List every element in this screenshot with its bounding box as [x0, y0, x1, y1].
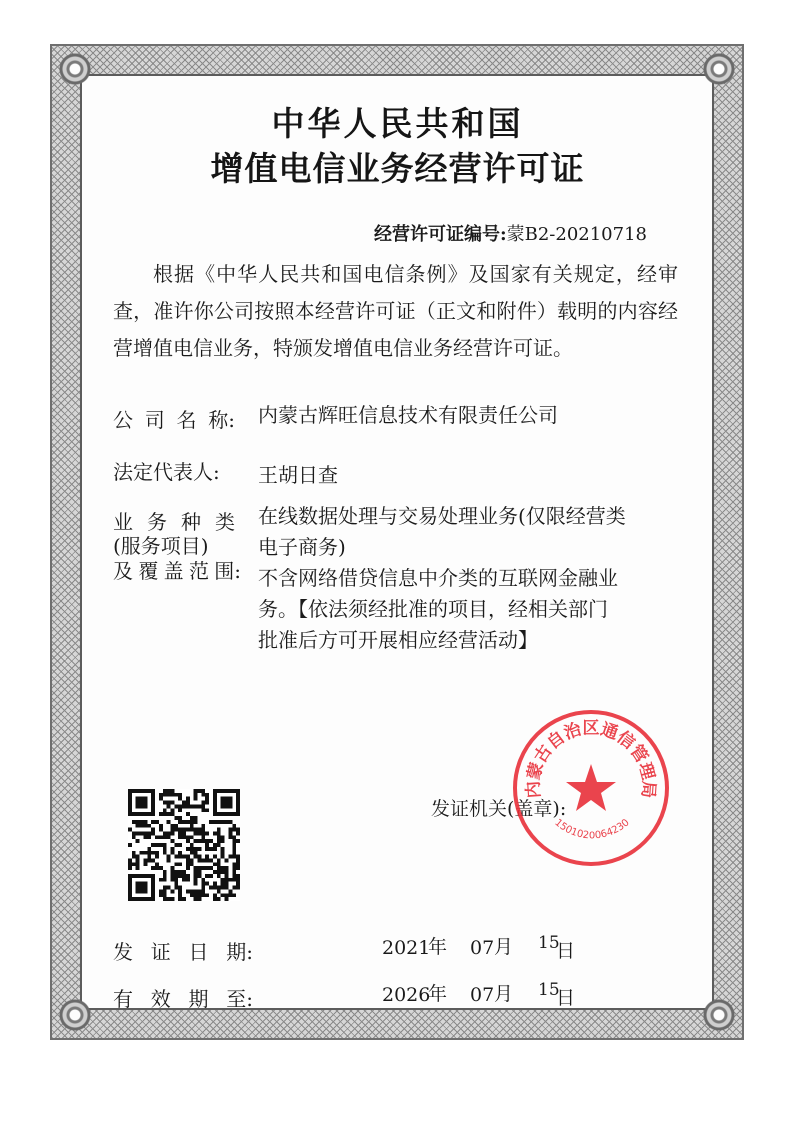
corner-ornament-icon	[58, 52, 92, 86]
valid-until-month-unit: 月	[494, 983, 514, 1005]
official-seal-stamp	[511, 708, 671, 868]
valid-until-month: 07	[470, 984, 495, 1006]
valid-until-year-unit: 年	[428, 983, 448, 1005]
license-number-line	[374, 220, 647, 246]
issue-date-month: 07	[470, 937, 495, 959]
representative-label: 法定代表人:	[113, 460, 220, 484]
business-scope-line: 电子商务)	[258, 535, 346, 559]
issue-date-label: 发 证 日 期:	[113, 940, 253, 964]
license-number-label: 经营许可证编号:	[373, 224, 507, 245]
valid-until-day: 15	[538, 980, 560, 1000]
business-scope-label-line3: 及 覆 盖 范 围:	[113, 559, 241, 583]
issue-date-day: 15	[538, 933, 560, 953]
business-scope-line: 在线数据处理与交易处理业务(仅限经营类	[258, 504, 626, 528]
license-number-value: 蒙B2-20210718	[506, 224, 647, 245]
valid-until-day-unit: 日	[556, 987, 576, 1009]
seal-star-icon	[566, 764, 616, 811]
title-license-type: 增值电信业务经营许可证	[210, 149, 585, 188]
business-scope-line: 批准后方可开展相应经营活动】	[258, 628, 538, 652]
business-scope-label-line1: 业 务 种 类	[113, 510, 235, 534]
preamble-text: 根据《中华人民共和国电信条例》及国家有关规定，经审查，准许你公司按照本经营许可证（正文和附件）载明的内容经营增值电信业务，特颁发增值电信业务经营许可证。	[113, 262, 678, 360]
issue-date-year: 2021	[382, 937, 431, 959]
business-scope-line: 不含网络借贷信息中介类的互联网金融业	[258, 566, 618, 590]
title-country: 中华人民共和国	[271, 104, 524, 143]
representative-value: 王胡日查	[258, 463, 338, 487]
issue-date-year-unit: 年	[428, 936, 448, 958]
business-scope-line: 务。【依法须经批准的项目，经相关部门	[258, 597, 608, 621]
issuer-label: 发证机关(盖章):	[431, 798, 567, 820]
company-name-value: 内蒙古辉旺信息技术有限责任公司	[258, 403, 558, 427]
business-scope-label-line2: (服务项目)	[113, 534, 209, 558]
business-scope-value	[258, 501, 673, 656]
corner-ornament-icon	[58, 998, 92, 1032]
issue-date-month-unit: 月	[494, 936, 514, 958]
issue-date-day-unit: 日	[556, 940, 576, 962]
company-name-label: 公 司 名 称:	[113, 408, 235, 432]
corner-ornament-icon	[702, 52, 736, 86]
corner-ornament-icon	[702, 998, 736, 1032]
seal-code-text: 1501020064230	[552, 817, 632, 842]
seal-arc-text: 内蒙古自治区通信管理局	[523, 718, 659, 799]
qr-code[interactable]	[128, 789, 240, 901]
valid-until-year: 2026	[382, 984, 431, 1006]
valid-until-label: 有 效 期 至:	[113, 987, 253, 1011]
